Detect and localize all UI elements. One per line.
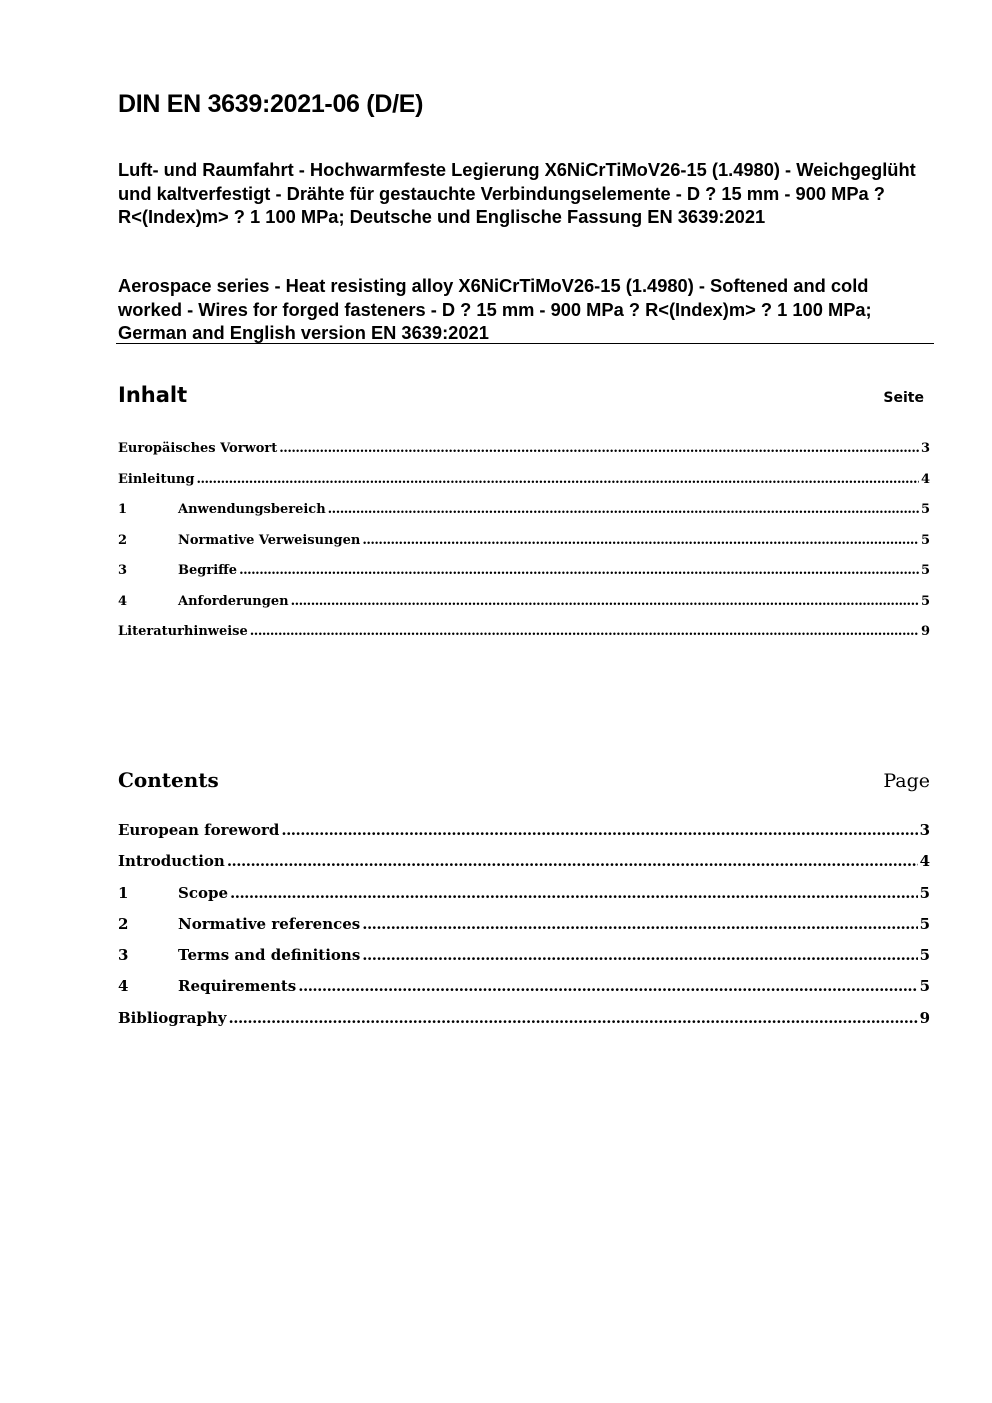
toc-entry-page: 9 <box>919 1008 930 1027</box>
toc-entry-page: 5 <box>919 883 930 902</box>
toc-dot-leader <box>239 563 919 578</box>
toc-entry-page: 5 <box>920 593 930 609</box>
toc-entry-page: 3 <box>919 821 930 839</box>
toc-entry-label: Bibliography <box>118 1008 227 1027</box>
toc-entry-number: 3 <box>118 946 129 965</box>
toc-entry-label: European foreword <box>118 821 280 839</box>
toc-entry-page: 5 <box>920 532 930 548</box>
toc-entry-label: Normative Verweisungen <box>178 532 361 548</box>
toc-en-page-label: Page <box>883 770 930 792</box>
toc-entry-page: 4 <box>920 471 930 487</box>
title-german: Luft- und Raumfahrt - Hochwarmfeste Legierung X6NiCrTiMoV26-15 (1.4980) - Weichgeglüht und kaltverfestigt - Drähte für gestauchte Verbindungselemente - D ? 15 mm - 900 MPa ? R<(Index)m> ? 1 100 MPa; Deutsche und Englische Fassung EN 3639:2021 <box>118 159 916 227</box>
toc-entry-label: Terms and definitions <box>178 946 361 965</box>
toc-entry-page: 5 <box>920 563 930 578</box>
toc-entry-page: 5 <box>919 946 930 965</box>
toc-entry-page: 5 <box>919 977 930 996</box>
document-id: DIN EN 3639:2021-06 (D/E) <box>118 90 424 118</box>
toc-dot-leader <box>362 946 917 964</box>
toc-de-entry[interactable] <box>118 594 930 625</box>
toc-entry-number: 3 <box>118 563 128 578</box>
toc-entry-number: 1 <box>118 883 129 902</box>
toc-dot-leader <box>291 594 919 609</box>
toc-en-entry[interactable] <box>118 852 930 883</box>
toc-en-entry[interactable] <box>118 946 930 977</box>
toc-en-heading: Contents <box>118 768 219 792</box>
title-divider <box>116 343 934 344</box>
toc-entry-number: 4 <box>118 593 128 609</box>
toc-de-list <box>118 441 930 655</box>
toc-entry-page: 3 <box>920 441 930 456</box>
toc-dot-leader <box>362 533 919 548</box>
toc-dot-leader <box>362 915 917 933</box>
toc-en-list <box>118 821 930 1040</box>
toc-dot-leader <box>298 977 917 995</box>
toc-de-header <box>118 383 930 407</box>
toc-entry-label: Literaturhinweise <box>118 624 248 639</box>
toc-entry-label: Requirements <box>178 977 297 996</box>
toc-entry-label: Scope <box>178 883 229 902</box>
toc-entry-label: Begriffe <box>178 563 238 578</box>
toc-de-entry[interactable] <box>118 441 930 472</box>
toc-entry-label: Introduction <box>118 852 225 871</box>
toc-en-entry[interactable] <box>118 884 930 915</box>
toc-dot-leader <box>227 852 918 870</box>
toc-entry-label: Einleitung <box>118 471 195 487</box>
toc-dot-leader <box>279 441 919 456</box>
toc-dot-leader <box>328 502 919 517</box>
toc-entry-number: 1 <box>118 502 128 517</box>
toc-entry-number: 2 <box>118 532 128 548</box>
toc-entry-label: Normative references <box>178 914 361 933</box>
toc-dot-leader <box>229 1009 918 1027</box>
toc-dot-leader <box>196 472 919 487</box>
toc-en-entry[interactable] <box>118 977 930 1008</box>
toc-en-header <box>118 768 930 792</box>
toc-dot-leader <box>230 884 918 902</box>
toc-de-page-label: Seite <box>883 390 924 406</box>
toc-en-entry[interactable] <box>118 1009 930 1040</box>
toc-dot-leader <box>250 624 919 639</box>
toc-de-entry[interactable] <box>118 624 930 655</box>
toc-entry-number: 4 <box>118 977 129 996</box>
toc-en-entry[interactable] <box>118 915 930 946</box>
toc-entry-page: 9 <box>920 624 930 639</box>
toc-entry-label: Anwendungsbereich <box>178 502 326 517</box>
toc-entry-page: 4 <box>919 852 930 871</box>
toc-en-entry[interactable] <box>118 821 930 852</box>
title-english: Aerospace series - Heat resisting alloy X6NiCrTiMoV26-15 (1.4980) - Softened and cold worked - Wires for forged fasteners - D ? 15 mm - 900 MPa ? R<(Index)m> ? 1 100 MPa; German and English version EN 3639:2021 <box>118 275 872 343</box>
toc-de-entry[interactable] <box>118 563 930 594</box>
toc-entry-page: 5 <box>920 502 930 517</box>
toc-de-heading: Inhalt <box>118 383 188 407</box>
toc-entry-label: Europäisches Vorwort <box>118 441 278 456</box>
toc-de-entry[interactable] <box>118 502 930 533</box>
toc-entry-number: 2 <box>118 914 129 933</box>
toc-entry-page: 5 <box>919 914 930 933</box>
toc-dot-leader <box>281 821 917 839</box>
toc-de-entry[interactable] <box>118 472 930 503</box>
toc-de-entry[interactable] <box>118 533 930 564</box>
toc-entry-label: Anforderungen <box>178 593 289 609</box>
